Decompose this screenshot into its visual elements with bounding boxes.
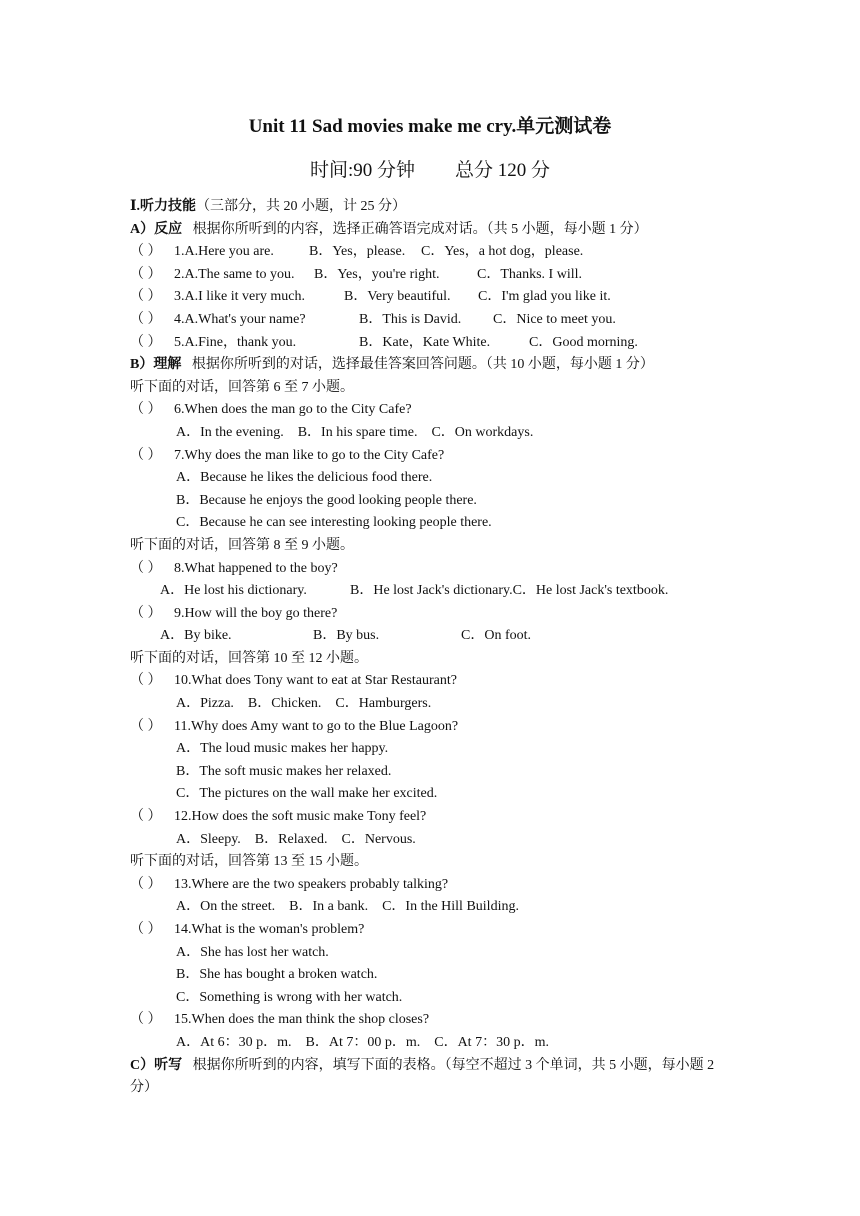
dialogue-intro: 听下面的对话，回答第 10 至 12 小题。 [130,650,368,666]
option-b: B．This is David. [359,311,462,327]
question-text: 6.When does the man go to the City Cafe? [174,402,412,418]
answer-blank[interactable]: （ ） [130,334,162,350]
option-c: C．Something is wrong with her watch. [176,989,403,1005]
part-a-label: A）反应 [130,221,183,237]
question-text: 7.Why does the man like to go to the City Cafe? [174,447,445,463]
question-text: 12.How does the soft music make Tony feel? [174,809,427,825]
exam-info [0,158,860,184]
options-8 [130,580,735,603]
answer-blank[interactable]: （ ） [130,402,162,418]
option-a: A．She has lost her watch. [176,944,329,960]
option-c: C．He lost Jack's textbook. [512,583,669,599]
options-10: A．Pizza. B．Chicken. C．Hamburgers. [176,696,432,712]
options-15: A．At 6：30 p．m. B．At 7：00 p．m. C．At 7：30 p．m. [176,1034,549,1050]
option-a: A．The loud music makes her happy. [176,741,389,757]
option-c: C．Nice to meet you. [493,311,616,327]
question-2 [130,264,735,287]
option-a: A．By bike. [160,628,232,644]
options-9 [130,625,735,648]
section-title: Ⅰ.听力技能 [130,199,197,214]
answer-blank[interactable]: （ ） [130,605,162,621]
dialogue-intro: 听下面的对话，回答第 8 至 9 小题。 [130,537,354,553]
option-a: 1.A.Here you are. [174,244,274,260]
options-12: A．Sleepy. B．Relaxed. C．Nervous. [176,831,416,847]
dialogue-intro: 听下面的对话，回答第 13 至 15 小题。 [130,854,368,870]
question-text: 8.What happened to the boy? [174,560,338,576]
answer-blank[interactable]: （ ） [130,809,162,825]
question-9 [130,603,735,626]
option-a: 3.A.I like it very much. [174,289,306,305]
option-b: B．Because he enjoys the good looking people there. [176,492,477,508]
question-10 [130,670,735,693]
question-text: 9.How will the boy go there? [174,605,338,621]
option-a: 4.A.What's your name? [174,311,306,327]
question-14 [130,919,735,942]
answer-blank[interactable]: （ ） [130,1012,162,1028]
answer-blank[interactable]: （ ） [130,447,162,463]
option-b: B．He lost Jack's dictionary. [350,583,513,599]
answer-blank[interactable]: （ ） [130,560,162,576]
option-c: C．I'm glad you like it. [478,289,611,305]
option-a: 2.A.The same to you. [174,266,295,282]
option-b: B．Very beautiful. [344,289,451,305]
time-limit: 时间:90 分钟 [309,160,415,181]
question-4 [130,309,735,332]
question-11 [130,716,735,739]
options-13: A．On the street. B．In a bank. C．In the Hill Building. [176,899,519,915]
part-b-label: B）理解 [130,357,182,373]
question-text: 13.Where are the two speakers probably talking? [174,876,449,892]
options-6: A．In the evening. B．In his spare time. C．On workdays. [176,424,534,440]
option-c: C．Good morning. [529,334,638,350]
question-15 [130,1009,735,1032]
option-b: B．Yes，please. [309,244,406,260]
option-c: C．Yes，a hot dog，please. [421,244,584,260]
part-a-heading [130,219,735,242]
exam-body [130,196,735,1100]
section-desc: （三部分，共 20 小题，计 25 分） [196,199,407,214]
option-c: C．Thanks. I will. [477,266,582,282]
section-heading [130,196,735,219]
answer-blank[interactable]: （ ） [130,876,162,892]
answer-blank[interactable]: （ ） [130,718,162,734]
page-title: Unit 11 Sad movies make me cry.单元测试卷 [248,116,612,137]
question-1 [130,241,735,264]
question-7 [130,445,735,468]
option-b: B．The soft music makes her relaxed. [176,763,392,779]
part-c-label: C）听写 [130,1057,183,1073]
total-score: 总分 120 分 [455,160,551,181]
answer-blank[interactable]: （ ） [130,311,162,327]
question-text: 11.Why does Amy want to go to the Blue Lagoon? [174,718,459,734]
question-5 [130,332,735,355]
dialogue-intro: 听下面的对话，回答第 6 至 7 小题。 [130,379,354,395]
answer-blank[interactable]: （ ） [130,289,162,305]
question-3 [130,286,735,309]
option-c: C．On foot. [461,628,531,644]
option-a: 5.A.Fine，thank you. [174,334,297,350]
option-c: C．Because he can see interesting looking people there. [176,515,492,531]
question-12 [130,806,735,829]
answer-blank[interactable]: （ ） [130,244,162,260]
question-text: 10.What does Tony want to eat at Star Restaurant? [174,673,457,689]
part-a-desc: 根据你所听到的内容，选择正确答语完成对话。（共 5 小题，每小题 1 分） [192,221,648,237]
question-13 [130,874,735,897]
option-b: B．By bus. [313,628,380,644]
part-b-heading [130,354,735,377]
question-6 [130,399,735,422]
answer-blank[interactable]: （ ） [130,922,162,937]
answer-blank[interactable]: （ ） [130,266,162,282]
answer-blank[interactable]: （ ） [130,673,162,689]
question-text: 15.When does the man think the shop closes? [174,1012,430,1028]
question-text: 14.What is the woman's problem? [174,922,365,937]
question-8 [130,558,735,581]
part-b-desc: 根据你所听到的对话，选择最佳答案回答问题。（共 10 小题，每小题 1 分） [191,357,654,373]
option-b: B．Yes，you're right. [314,266,440,282]
option-c: C．The pictures on the wall make her excited. [176,786,438,802]
part-c-desc: 根据你所听到的内容，填写下面的表格。（每空不超过 3 个单词，共 5 小题，每小题 2 分） [130,1057,715,1096]
part-c-heading [130,1055,735,1100]
option-b: B．Kate，Kate White. [359,334,491,350]
option-a: A．Because he likes the delicious food there. [176,470,433,486]
option-b: B．She has bought a broken watch. [176,967,378,983]
option-a: A．He lost his dictionary. [160,583,307,599]
